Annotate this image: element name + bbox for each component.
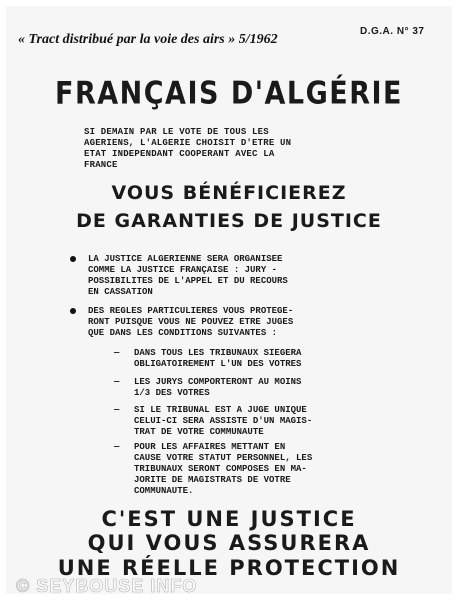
bullet-line: EN CASSATION [88, 287, 153, 297]
condition-line: SI LE TRIBUNAL EST A JUGE UNIQUE [134, 405, 307, 415]
condition-line: OBLIGATOIREMENT L'UN DES VOTRES [134, 359, 302, 369]
caption: « Tract distribué par la voie des airs » 5/1962 [18, 32, 278, 47]
bullet-line: DES REGLES PARTICULIERES VOUS PROTEGE- [88, 306, 294, 316]
intro-line: AGERIENS, L'ALGERIE CHOISIT D'ETRE UN [84, 138, 292, 148]
bullet-text [88, 306, 428, 339]
bullet-line: POSSIBILITES DE L'APPEL ET DU RECOURS [88, 276, 288, 286]
watermark: © SEYBOUSE INFO [16, 576, 198, 594]
condition-text [134, 377, 434, 399]
bullet-dot-icon [70, 308, 76, 314]
leaflet-page [6, 6, 452, 594]
dash-icon: — [114, 442, 120, 452]
closing-line-3: UNE RÉELLE PROTECTION [57, 556, 401, 580]
dash-icon: — [114, 377, 120, 387]
bullet-line: RONT PUISQUE VOUS NE POUVEZ ETRE JUGES [88, 317, 294, 327]
bullet-line: LA JUSTICE ALGERIENNE SERA ORGANISEE [88, 254, 283, 264]
condition-text [134, 405, 434, 438]
closing-line-2: QUI VOUS ASSURERA [87, 531, 371, 555]
intro-line: FRANCE [84, 160, 118, 170]
condition-text [134, 442, 434, 497]
closing-line-1: C'EST UNE JUSTICE [101, 507, 357, 531]
dash-icon: — [114, 348, 120, 358]
condition-line: TRIBUNAUX SERONT COMPOSES EN MA- [134, 464, 307, 474]
condition-line: CELUI-CI SERA ASSISTE D'UN MAGIS- [134, 416, 313, 426]
condition-line: POUR LES AFFAIRES METTANT EN [134, 442, 286, 452]
bullet-dot-icon [70, 256, 76, 262]
condition-line: LES JURYS COMPORTERONT AU MOINS [134, 377, 302, 387]
intro-paragraph [84, 127, 420, 171]
bullet-line: QUE DANS LES CONDITIONS SUIVANTES : [88, 328, 278, 338]
bullet-text [88, 254, 428, 298]
reference-number: D.G.A. N° 37 [360, 26, 425, 37]
condition-line: COMMUNAUTE. [134, 486, 194, 496]
condition-line: TRAT DE VOTRE COMMUNAUTE [134, 427, 264, 437]
headline-line-1: VOUS BÉNÉFICIEREZ [111, 182, 347, 204]
headline-line-2: DE GARANTIES DE JUSTICE [76, 210, 382, 232]
condition-text [134, 348, 434, 370]
condition-line: JORITE DE MAGISTRATS DE VOTRE [134, 475, 291, 485]
intro-line: ETAT INDEPENDANT COOPERANT AVEC LA [84, 149, 275, 159]
condition-line: CAUSE VOTRE STATUT PERSONNEL, LES [134, 453, 313, 463]
leaflet-title: FRANÇAIS D'ALGÉRIE [55, 75, 403, 112]
condition-line: 1/3 DES VOTRES [134, 388, 210, 398]
intro-line: SI DEMAIN PAR LE VOTE DE TOUS LES [84, 127, 269, 137]
bullet-line: COMME LA JUSTICE FRANÇAISE : JURY - [88, 265, 278, 275]
dash-icon: — [114, 405, 120, 415]
condition-line: DANS TOUS LES TRIBUNAUX SIEGERA [134, 348, 302, 358]
